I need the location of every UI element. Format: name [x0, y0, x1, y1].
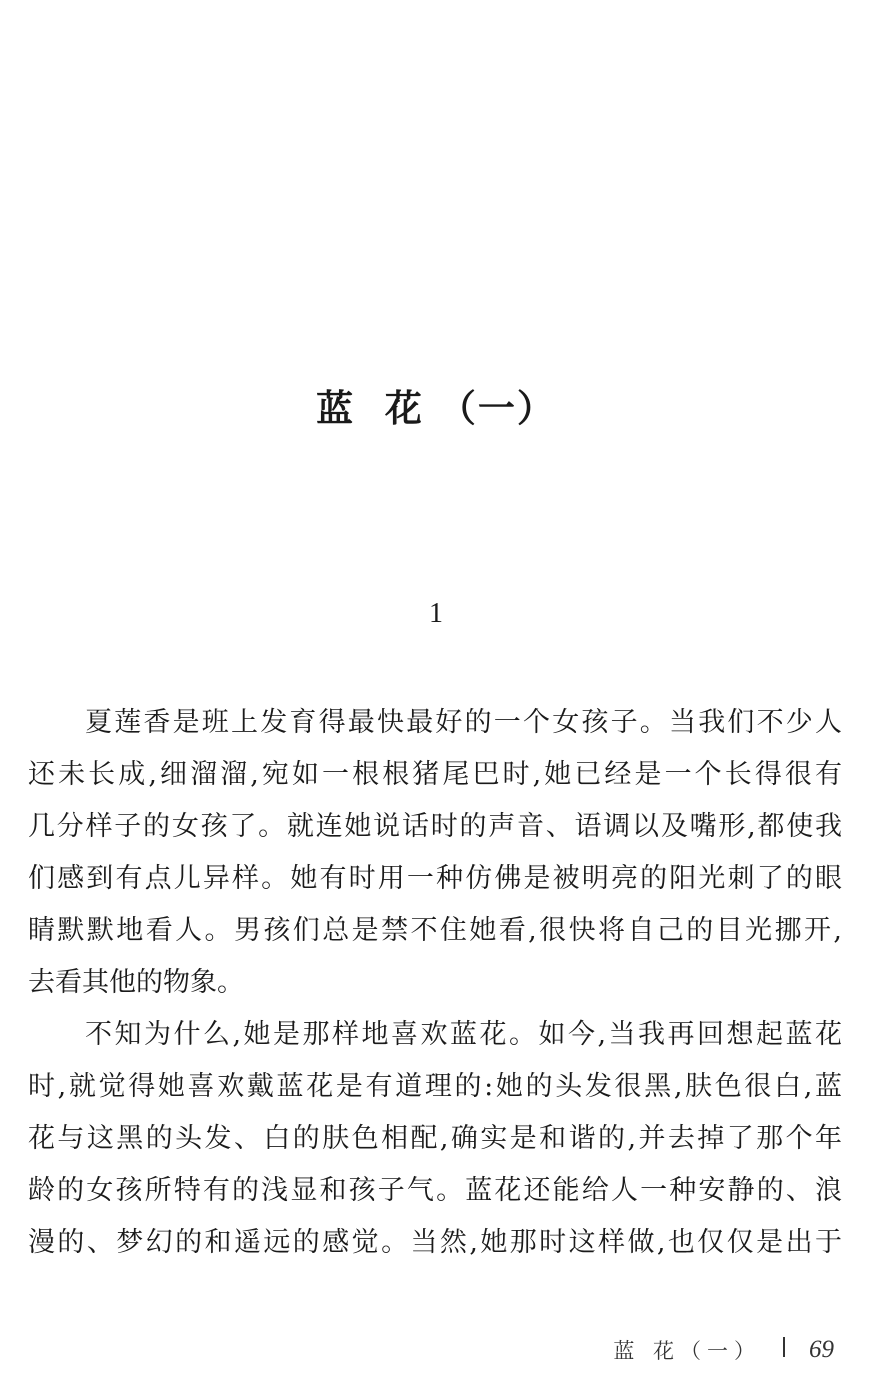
page-number: 69 [809, 1336, 834, 1363]
page-footer [613, 1330, 834, 1370]
footer-divider [783, 1337, 785, 1357]
chapter-title: 蓝 花 （一） [316, 387, 556, 430]
running-head: 蓝 花（一） [613, 1339, 761, 1363]
paragraph-1 [28, 697, 842, 1009]
text-line: 龄的女孩所特有的浅显和孩子气。蓝花还能给人一种安静的、浪 [28, 1175, 842, 1206]
text-line: 花与这黑的头发、白的肤色相配,确实是和谐的,并去掉了那个年 [28, 1123, 842, 1154]
text-line: 去看其他的物象。 [28, 967, 244, 998]
text-line: 不知为什么,她是那样地喜欢蓝花。如今,当我再回想起蓝花 [85, 1019, 842, 1050]
text-line: 几分样子的女孩了。就连她说话时的声音、语调以及嘴形,都使我 [28, 811, 842, 842]
text-line: 睛默默地看人。男孩们总是禁不住她看,很快将自己的目光挪开, [28, 915, 842, 946]
paragraph-2 [28, 1009, 842, 1269]
text-line: 夏莲香是班上发育得最快最好的一个女孩子。当我们不少人 [85, 707, 842, 738]
body-text [28, 697, 842, 1269]
text-line: 漫的、梦幻的和遥远的感觉。当然,她那时这样做,也仅仅是出于 [28, 1227, 842, 1258]
text-line: 们感到有点儿异样。她有时用一种仿佛是被明亮的阳光刺了的眼 [28, 863, 842, 894]
text-line: 时,就觉得她喜欢戴蓝花是有道理的:她的头发很黑,肤色很白,蓝 [28, 1071, 842, 1102]
section-number: 1 [429, 598, 443, 629]
text-line: 还未长成,细溜溜,宛如一根根猪尾巴时,她已经是一个长得很有 [28, 759, 842, 790]
